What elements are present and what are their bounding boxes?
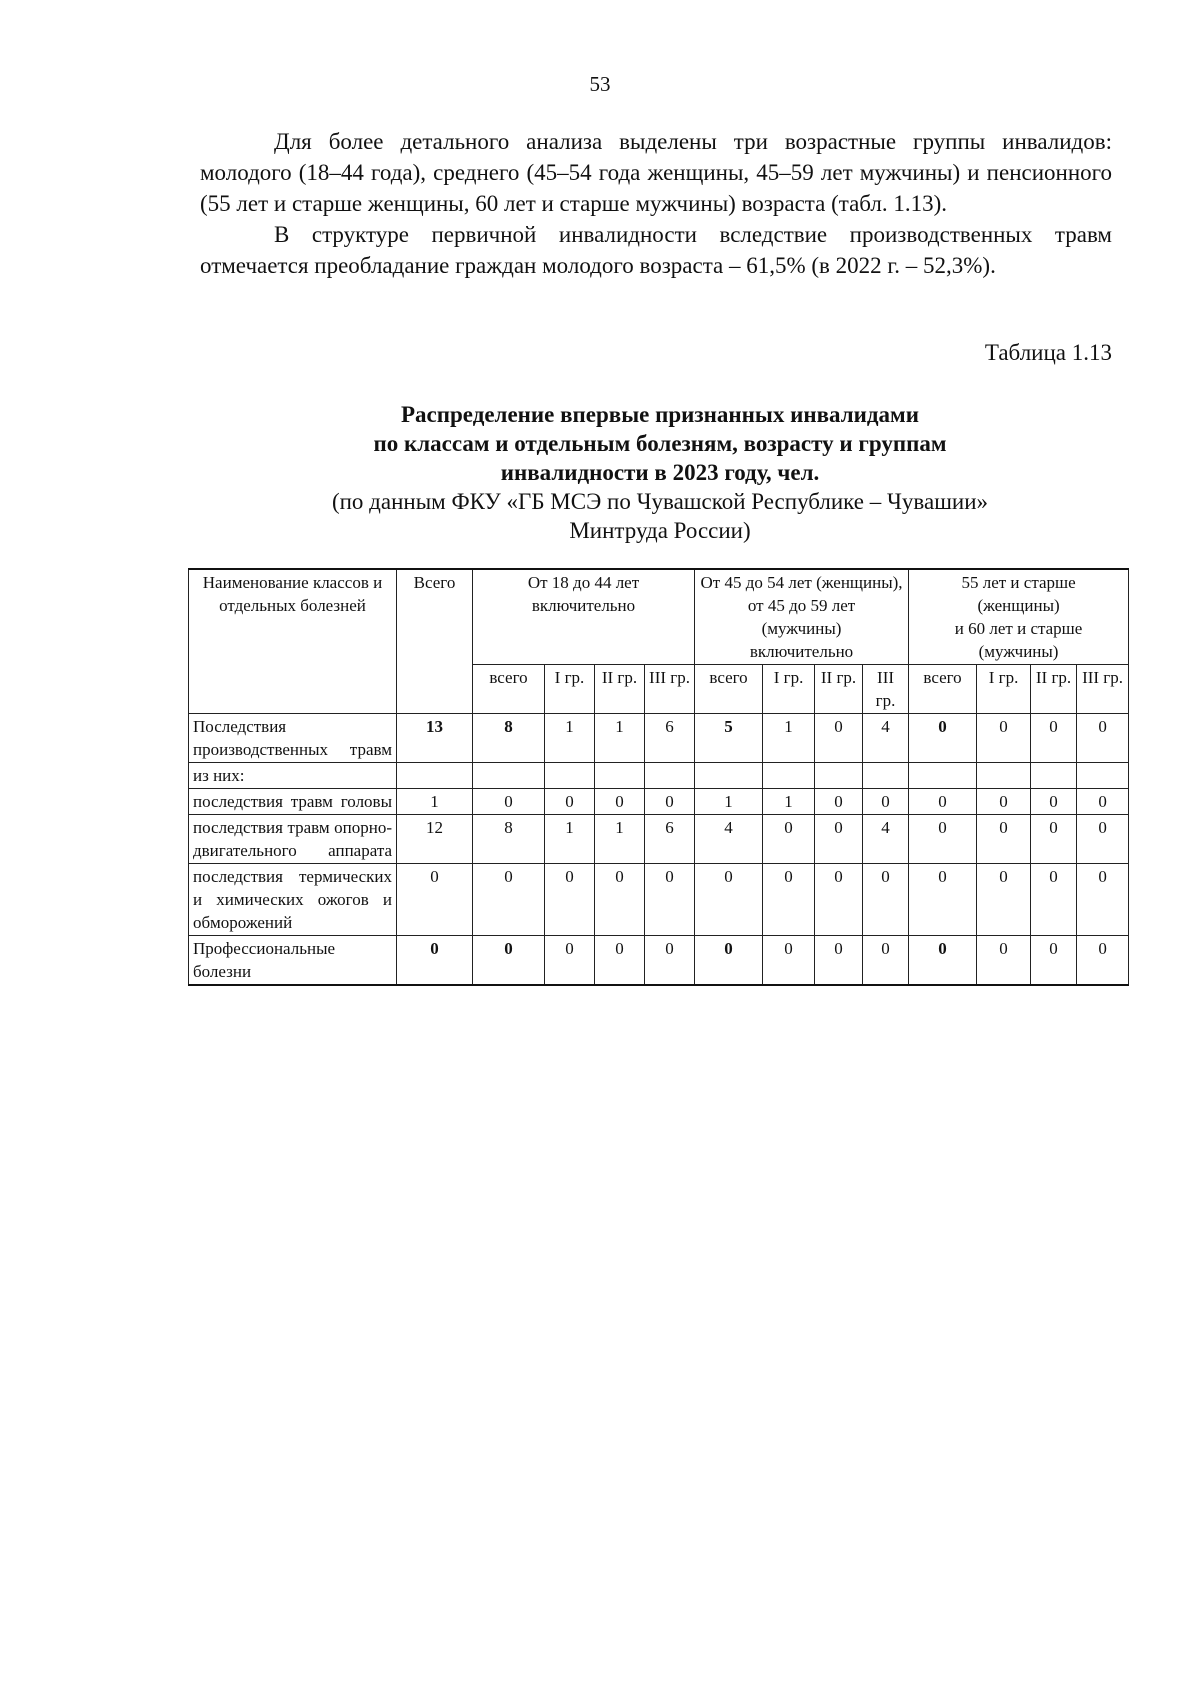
table-cell: 1 — [397, 789, 473, 815]
table-cell — [1077, 763, 1129, 789]
table-row — [189, 815, 1129, 864]
table-cell: 13 — [397, 714, 473, 763]
table-cell: 0 — [763, 864, 815, 936]
header-name: Наименование классов и отдельных болезней — [189, 569, 397, 714]
table-cell: 4 — [863, 815, 909, 864]
row-name: Профессиональные болезни — [189, 936, 397, 986]
table-cell: 0 — [1031, 714, 1077, 763]
table-cell: 1 — [763, 714, 815, 763]
subheader-group-i: I гр. — [545, 665, 595, 714]
table-cell: 0 — [1031, 936, 1077, 986]
table-cell: 0 — [695, 864, 763, 936]
table-cell: 8 — [473, 714, 545, 763]
table-cell: 0 — [909, 714, 977, 763]
table-cell: 1 — [595, 714, 645, 763]
header-group-45-59: От 45 до 54 лет (женщины), от 45 до 59 лет (мужчины) включительно — [695, 569, 909, 665]
table-cell: 5 — [695, 714, 763, 763]
table-cell: 0 — [473, 864, 545, 936]
table-cell: 0 — [595, 864, 645, 936]
table-cell: 0 — [815, 936, 863, 986]
subheader-total: всего — [473, 665, 545, 714]
row-name: последствия термических и химических ожогов и обморожений — [189, 864, 397, 936]
table-cell: 0 — [863, 789, 909, 815]
header-total: Всего — [397, 569, 473, 714]
table-cell: 0 — [909, 789, 977, 815]
table-cell: 8 — [473, 815, 545, 864]
table-cell: 0 — [397, 936, 473, 986]
table-cell: 1 — [545, 815, 595, 864]
table-cell: 0 — [595, 789, 645, 815]
table-cell — [815, 763, 863, 789]
table-cell — [595, 763, 645, 789]
table-cell — [863, 763, 909, 789]
subheader-group-ii: II гр. — [1031, 665, 1077, 714]
table-cell: 0 — [815, 789, 863, 815]
table-cell: 0 — [863, 864, 909, 936]
table-row — [189, 936, 1129, 986]
subheader-group-i: I гр. — [977, 665, 1031, 714]
table-cell: 0 — [977, 936, 1031, 986]
page-number: 53 — [589, 72, 611, 96]
subheader-total: всего — [909, 665, 977, 714]
table-container — [188, 568, 1128, 986]
table-cell: 0 — [815, 864, 863, 936]
body-text — [200, 126, 1112, 281]
subheader-group-iii: III гр. — [1077, 665, 1129, 714]
title-line-3: инвалидности в 2023 году, чел. — [500, 460, 820, 485]
table-cell: 0 — [545, 936, 595, 986]
subheader-group-iii: III гр. — [645, 665, 695, 714]
table-cell: 1 — [545, 714, 595, 763]
table-cell: 0 — [473, 789, 545, 815]
disability-table — [188, 568, 1129, 986]
table-cell: 0 — [763, 936, 815, 986]
table-cell: 0 — [815, 815, 863, 864]
subheader-group-ii: II гр. — [595, 665, 645, 714]
table-cell — [909, 763, 977, 789]
table-cell: 0 — [595, 936, 645, 986]
table-body — [189, 714, 1129, 986]
table-cell: 0 — [909, 815, 977, 864]
table-label: Таблица 1.13 — [984, 340, 1112, 365]
table-cell: 0 — [909, 864, 977, 936]
table-title — [200, 400, 1120, 545]
table-cell: 1 — [763, 789, 815, 815]
table-cell: 0 — [645, 936, 695, 986]
header-group-55-plus: 55 лет и старше (женщины) и 60 лет и старше (мужчины) — [909, 569, 1129, 665]
table-cell: 0 — [1031, 864, 1077, 936]
table-cell: 0 — [977, 789, 1031, 815]
table-cell: 0 — [545, 864, 595, 936]
table-cell: 6 — [645, 815, 695, 864]
table-cell: 0 — [977, 815, 1031, 864]
title-line-4: (по данным ФКУ «ГБ МСЭ по Чувашской Республике – Чувашии» — [331, 489, 989, 514]
paragraph-2: В структуре первичной инвалидности вследствие производственных травм отмечается преобладание граждан молодого возраста – 61,5% (в 2022 г. – 52,3%). — [200, 222, 1112, 278]
row-name: Последствия производственных травм — [189, 714, 397, 763]
table-cell: 0 — [1077, 815, 1129, 864]
table-cell: 0 — [1031, 789, 1077, 815]
table-cell: 0 — [763, 815, 815, 864]
table-cell: 0 — [645, 864, 695, 936]
table-cell: 0 — [1077, 714, 1129, 763]
subheader-group-i: I гр. — [763, 665, 815, 714]
title-line-5: Минтруда России) — [569, 518, 751, 543]
subheader-group-ii: II гр. — [815, 665, 863, 714]
row-name: последствия травм опорно-двигательного аппарата — [189, 815, 397, 864]
table-cell — [397, 763, 473, 789]
table-cell: 0 — [1077, 864, 1129, 936]
table-cell — [763, 763, 815, 789]
title-line-1: Распределение впервые признанных инвалидами — [401, 402, 919, 427]
row-name: последствия травм головы — [189, 789, 397, 815]
table-cell: 0 — [695, 936, 763, 986]
title-line-2: по классам и отдельным болезням, возрасту и группам — [373, 431, 947, 456]
table-cell: 4 — [695, 815, 763, 864]
table-cell: 0 — [1077, 936, 1129, 986]
table-cell: 0 — [1031, 815, 1077, 864]
table-cell: 0 — [1077, 789, 1129, 815]
header-group-18-44: От 18 до 44 лет включительно — [473, 569, 695, 665]
table-cell — [645, 763, 695, 789]
table-cell: 12 — [397, 815, 473, 864]
table-row — [189, 864, 1129, 936]
table-cell: 6 — [645, 714, 695, 763]
table-cell: 0 — [397, 864, 473, 936]
table-cell: 0 — [977, 714, 1031, 763]
table-row — [189, 763, 1129, 789]
table-cell: 0 — [977, 864, 1031, 936]
table-cell — [977, 763, 1031, 789]
table-cell — [545, 763, 595, 789]
subheader-total: всего — [695, 665, 763, 714]
table-cell: 1 — [695, 789, 763, 815]
paragraph-1: Для более детального анализа выделены три возрастные группы инвалидов: молодого (18–44 года), среднего (45–54 года женщины, 45–59 лет мужчины) и пенсионного (55 лет и старше женщины, 60 лет и старше мужчины) возраста (табл. 1.13). — [200, 129, 1112, 216]
row-name: из них: — [189, 763, 397, 789]
table-cell: 0 — [909, 936, 977, 986]
subheader-group-iii: III гр. — [863, 665, 909, 714]
table-cell: 0 — [473, 936, 545, 986]
table-cell — [1031, 763, 1077, 789]
table-cell: 0 — [815, 714, 863, 763]
table-cell: 1 — [595, 815, 645, 864]
table-cell: 4 — [863, 714, 909, 763]
table-row — [189, 789, 1129, 815]
table-cell: 0 — [645, 789, 695, 815]
table-cell: 0 — [863, 936, 909, 986]
table-row — [189, 714, 1129, 763]
table-cell: 0 — [545, 789, 595, 815]
table-cell — [695, 763, 763, 789]
table-cell — [473, 763, 545, 789]
